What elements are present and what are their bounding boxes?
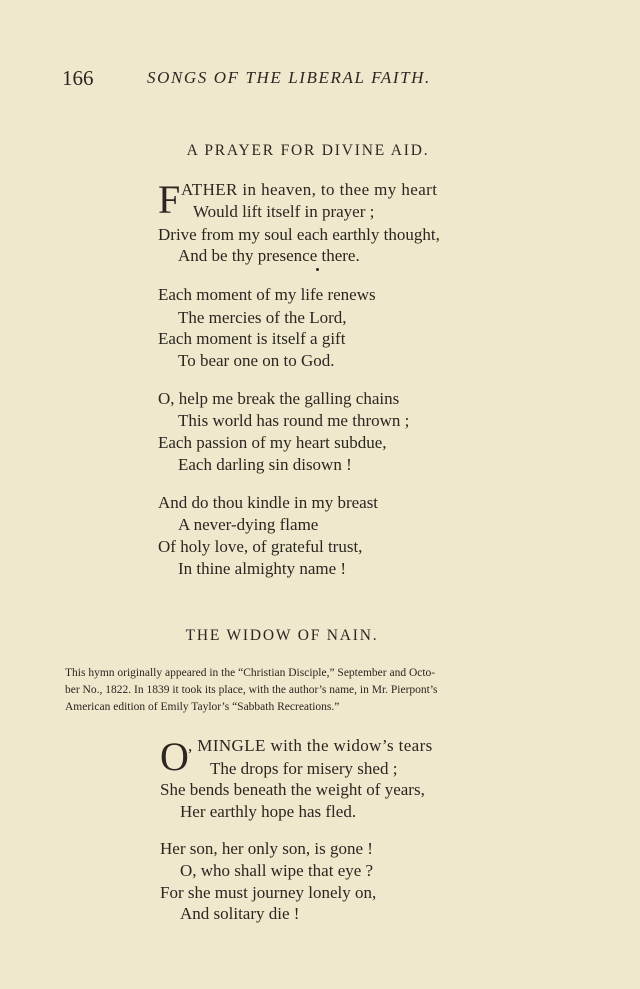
poem-line: O, help me break the galling chains [158, 389, 400, 408]
headnote-line: American edition of Emily Taylor’s “Sabbath Recreations.” [65, 701, 340, 713]
poem-line: Each darling sin disown ! [178, 455, 352, 474]
poem-line: And solitary die ! [180, 904, 300, 923]
poem-line: A never-dying flame [178, 515, 319, 534]
poem-line: , MINGLE with the widow’s tears [188, 736, 433, 755]
hymn-title-widow: THE WIDOW OF NAIN. [185, 627, 379, 644]
hymn-headnote [65, 665, 557, 716]
poem-line: Each moment is itself a gift [158, 329, 346, 348]
print-speck [316, 268, 319, 271]
drop-cap: F [158, 177, 181, 222]
poem-line: And do thou kindle in my breast [158, 493, 379, 512]
poem-line: Would lift itself in prayer ; [193, 202, 375, 221]
poem-line: In thine almighty name ! [178, 559, 347, 578]
poem-line: Of holy love, of grateful trust, [158, 537, 363, 556]
poem-line: To bear one on to God. [178, 351, 335, 370]
running-head [62, 66, 482, 94]
poem-line: For she must journey lonely on, [160, 883, 377, 902]
page-number: 166 [62, 66, 94, 90]
poem-line: Her earthly hope has fled. [180, 802, 357, 821]
headnote-line: This hymn originally appeared in the “Christian Disciple,” September and Octo- [65, 667, 436, 679]
drop-cap: O [160, 734, 189, 779]
poem-line: She bends beneath the weight of years, [160, 780, 425, 799]
running-title: SONGS OF THE LIBERAL FAITH. [147, 68, 431, 87]
poem-line: The mercies of the Lord, [178, 308, 347, 327]
poem-line: Drive from my soul each earthly thought, [158, 225, 440, 244]
poem-line: The drops for misery shed ; [210, 759, 398, 778]
poem-line: And be thy presence there. [178, 246, 360, 265]
poem-line: O, who shall wipe that eye ? [180, 861, 374, 880]
poem-line: Each passion of my heart subdue, [158, 433, 387, 452]
poem-line: ATHER in heaven, to thee my heart [181, 180, 438, 199]
headnote-line: ber No., 1822. In 1839 it took its place, with the author’s name, in Mr. Pierpont’s [65, 684, 438, 696]
poem-line: Her son, her only son, is gone ! [160, 839, 373, 858]
poem-line: Each moment of my life renews [158, 285, 376, 304]
hymn-title-prayer: A PRAYER FOR DIVINE AID. [186, 142, 430, 159]
poem-line: This world has round me thrown ; [178, 411, 410, 430]
